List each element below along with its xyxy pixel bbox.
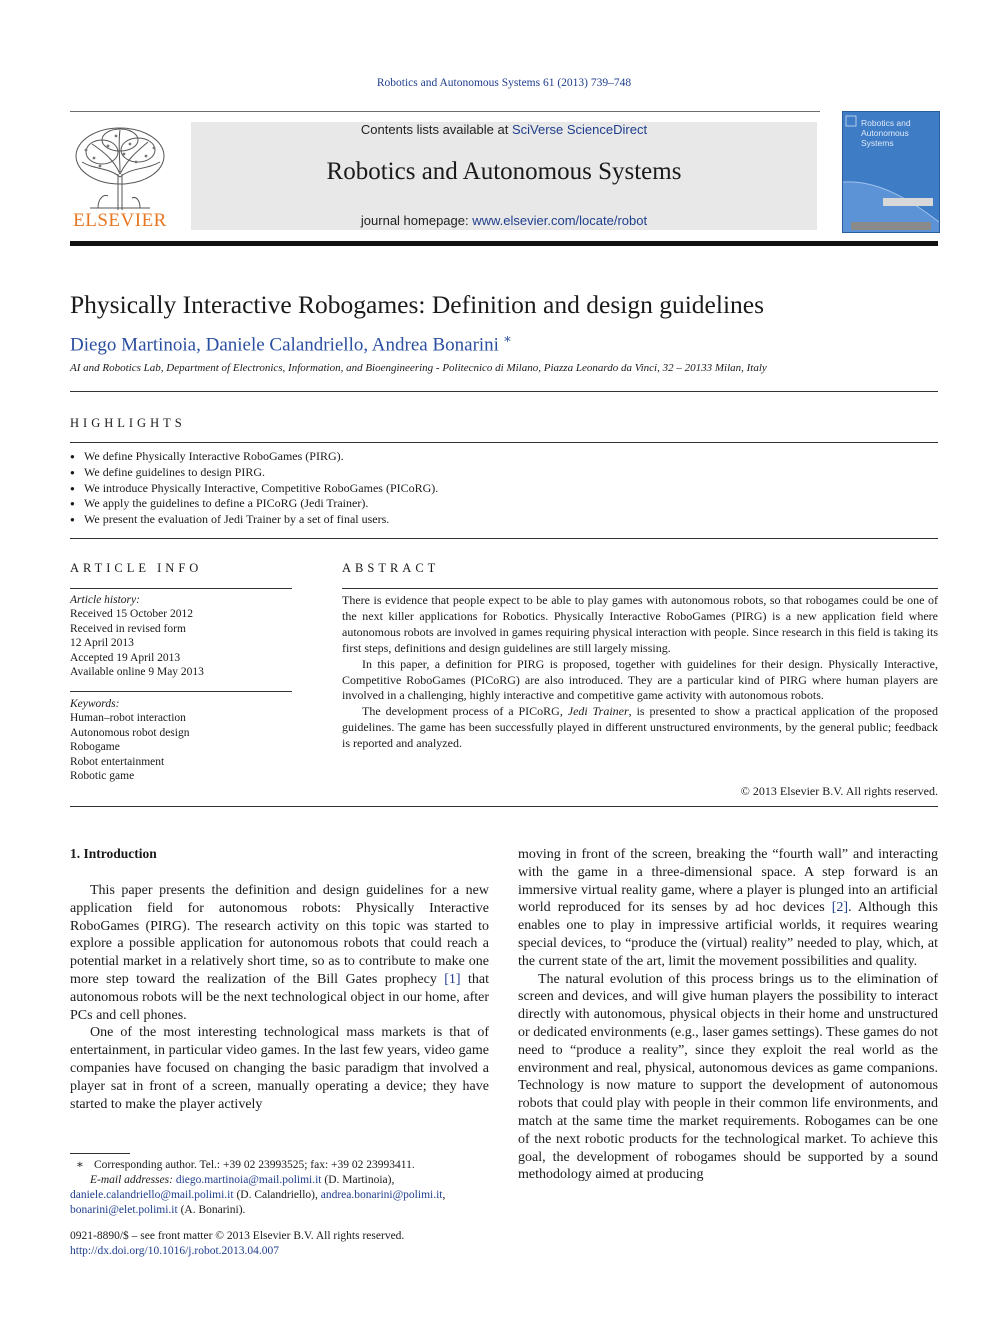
abstract-paragraph: The development process of a PICoRG, Jedi Trainer, is presented to show a practical application of the proposed guidelines. The game has been successfully played in different unstructured environments, by the general public; feedback is reported and analyzed. [342,704,939,751]
history-label: Article history: [70,594,140,606]
email-link[interactable]: diego.martinoia@mail.polimi.it [175,1174,322,1186]
article-history [70,593,292,679]
list-item: ● We present the evaluation of Jedi Trainer by a set of final users. [70,512,438,528]
history-item: Received in revised form [70,622,186,635]
divider [70,538,938,539]
list-item: ● We define guidelines to design PIRG. [70,465,438,481]
keyword: Autonomous robot design [70,726,190,739]
divider [70,806,938,807]
publication-info [70,1229,404,1259]
issn-line: 0921-8890/$ – see front matter © 2013 Elsevier B.V. All rights reserved. [70,1230,405,1242]
list-item: ● We introduce Physically Interactive, Competitive RoboGames (PICoRG). [70,481,438,497]
abstract-paragraph: In this paper, a definition for PIRG is proposed, together with guidelines for their design. Physically Interactive, Competitive RoboGames (PICoRG) are also introduced. They are a particular kind of PIRG where human players are involved in a challenging, highly interactive and competitive game activity with autonomous robots. [342,656,938,703]
list-item: ● We apply the guidelines to define a PICoRG (Jedi Trainer). [70,496,438,512]
keywords-label: Keywords: [70,698,120,710]
footnote [70,1158,490,1218]
citation-link[interactable]: [2] [831,900,849,916]
divider [342,588,938,589]
keywords [70,697,292,783]
article-info-heading: ARTICLE INFO [70,561,203,575]
homepage-link[interactable]: www.elsevier.com/locate/robot [472,213,648,228]
paper-title: Physically Interactive Robogames: Definition and design guidelines [70,290,765,319]
divider [70,391,938,392]
elsevier-wordmark: ELSEVIER [73,210,167,231]
journal-name: Robotics and Autonomous Systems [326,158,682,185]
keyword: Robot entertainment [70,755,165,768]
keyword: Human–robot interaction [70,712,186,725]
copyright-notice: © 2013 Elsevier B.V. All rights reserved. [740,784,938,798]
body-paragraph: This paper presents the definition and design guidelines for a new application field for autonomous robots: Physically Interactive RoboGames (PIRG). The research activity on this topic was started to explore a possible application for autonomous robots that could reach a potential market in a relatively short time, so as to contribute to make one more step toward the realization of the Bill Gates prophecy [1] that autonomous robots will be the next technological object in our home, after PCs and cell phones. [70,883,489,1023]
corresponding-author-mark[interactable]: ∗ [502,331,512,346]
tree-icon [70,122,170,212]
sciencedirect-link[interactable]: SciVerse ScienceDirect [511,122,648,137]
body-column-left [70,882,489,1113]
email-addresses: bonarini@elet.polimi.it (A. Bonarini). [70,1204,246,1216]
divider [70,588,292,589]
body-paragraph: moving in front of the screen, breaking the “fourth wall” and interacting with the game in a three-dimensional space. A step forward is an immersive virtual reality game, where a player is plunged into an artificial world reproduced for its senses by ad hoc devices [2]. Although this enables one to play in impressive artificial worlds, it requires wearing special devices, to “produce the (virtual) reality” needed to play, which, at the current state of the art, limit the movement possibilities and quality. [518,847,938,969]
keyword: Robogame [70,741,120,754]
citation-link[interactable]: [1] [444,971,461,987]
history-item: Available online 9 May 2013 [70,666,204,679]
email-link[interactable]: bonarini@elet.polimi.it [70,1204,178,1216]
abstract-body [342,593,938,752]
contents-line: Contents lists available at SciVerse ScienceDirect [360,122,648,137]
highlights-heading: HIGHLIGHTS [70,416,186,430]
email-addresses: daniele.calandriello@mail.polimi.it (D. Calandriello), andrea.bonarini@polimi.it, [70,1189,446,1201]
abstract-paragraph: There is evidence that people expect to be able to play games with autonomous robots, so that robogames could be one of the next killer applications for Robotics. Physically Interactive RoboGames (PIRG) is a new application field where autonomous robots are involved in games requiring physical interaction with people. Since research in this field is taking its first steps, definitions and design guidelines are still largely missing. [342,593,938,655]
divider [70,442,938,443]
section-heading-introduction: 1. Introduction [70,846,157,861]
affiliation: AI and Robotics Lab, Department of Electronics, Information, and Bioengineering - Politecnico di Milano, Piazza Leonardo da Vinci, 32 – 20133 Milan, Italy [70,362,767,374]
body-column-right [518,846,938,1184]
corresponding-author-note: ∗ Corresponding author. Tel.: +39 02 23993525; fax: +39 02 23993411. [76,1159,415,1171]
keyword: Robotic game [70,770,135,783]
doi-link[interactable]: http://dx.doi.org/10.1016/j.robot.2013.04.007 [70,1245,280,1257]
footnote-rule [70,1153,130,1154]
header-rule [70,111,820,112]
body-paragraph: One of the most interesting technological mass markets is that of entertainment, in particular video games. In the last few years, video game companies have focused on changing the basic paradigm that involved a player sat in front of a screen, manually operating a device; they have started to make the player actively [70,1025,489,1112]
body-paragraph: The natural evolution of this process brings us to the elimination of screen and devices, and will give human players the possibility to interact directly with autonomous, physical objects in their home and unstructured or dedicated environments (e.g., laser games settings). These games do not need to “produce a reality”, since they exploit the real world as the environment and real, physical, autonomous devices as game companions. Technology is now mature to support the development of autonomous robots that could play with people in their common life environments, and match at the same time the market requirements. Robogames can be one of the next robotic products for the technological market. To achieve this goal, the development of robogames should be supported by a sound methodology aimed at producing [518,971,938,1183]
email-addresses: E-mail addresses: diego.martinoia@mail.polimi.it (D. Martinoia), [90,1174,395,1186]
list-item: ● We define Physically Interactive RoboGames (PIRG). [70,449,438,465]
author-list[interactable]: Diego Martinoia, Daniele Calandriello, Andrea Bonarini ∗ [70,331,512,356]
header-thick-rule [70,241,938,246]
email-link[interactable]: daniele.calandriello@mail.polimi.it [70,1189,234,1201]
cover-title: Robotics and Autonomous Systems [861,118,911,148]
journal-cover[interactable] [842,111,940,233]
journal-citation[interactable]: Robotics and Autonomous Systems 61 (2013) 739–748 [376,77,632,89]
email-link[interactable]: andrea.bonarini@polimi.it [320,1189,443,1201]
divider [70,691,292,692]
highlights-list [70,449,438,528]
abstract-heading: ABSTRACT [342,561,440,575]
history-item: 12 April 2013 [70,637,134,650]
history-item: Received 15 October 2012 [70,608,193,621]
history-item: Accepted 19 April 2013 [70,651,181,664]
journal-homepage: journal homepage: www.elsevier.com/locate/robot [360,213,648,228]
